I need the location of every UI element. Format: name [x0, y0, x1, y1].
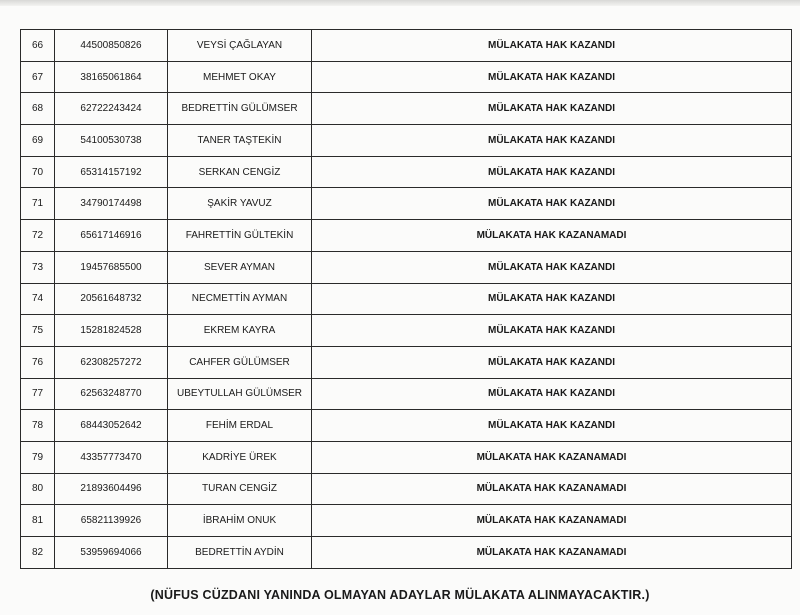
- row-number-cell: 66: [21, 30, 55, 62]
- table-row: [21, 125, 792, 157]
- id-number-cell: 21893604496: [55, 473, 168, 505]
- id-number-cell: 65821139926: [55, 505, 168, 537]
- full-name-cell: SERKAN CENGİZ: [168, 156, 312, 188]
- id-number-cell: 53959694066: [55, 537, 168, 569]
- id-number-cell: 62308257272: [55, 346, 168, 378]
- table-row: [21, 410, 792, 442]
- row-number-cell: 73: [21, 251, 55, 283]
- result-cell: MÜLAKATA HAK KAZANDI: [312, 125, 792, 157]
- row-number-cell: 80: [21, 473, 55, 505]
- table-row: [21, 61, 792, 93]
- result-cell: MÜLAKATA HAK KAZANAMADI: [312, 473, 792, 505]
- result-cell: MÜLAKATA HAK KAZANAMADI: [312, 537, 792, 569]
- result-cell: MÜLAKATA HAK KAZANDI: [312, 315, 792, 347]
- results-table-body: [21, 30, 792, 569]
- id-number-cell: 43357773470: [55, 441, 168, 473]
- table-row: [21, 251, 792, 283]
- row-number-cell: 77: [21, 378, 55, 410]
- full-name-cell: FEHİM ERDAL: [168, 410, 312, 442]
- row-number-cell: 68: [21, 93, 55, 125]
- result-cell: MÜLAKATA HAK KAZANDI: [312, 283, 792, 315]
- id-number-cell: 19457685500: [55, 251, 168, 283]
- row-number-cell: 71: [21, 188, 55, 220]
- row-number-cell: 79: [21, 441, 55, 473]
- full-name-cell: BEDRETTİN AYDİN: [168, 537, 312, 569]
- result-cell: MÜLAKATA HAK KAZANAMADI: [312, 441, 792, 473]
- full-name-cell: SEVER AYMAN: [168, 251, 312, 283]
- id-number-cell: 54100530738: [55, 125, 168, 157]
- footer-note: (NÜFUS CÜZDANI YANINDA OLMAYAN ADAYLAR MÜLAKATA ALINMAYACAKTIR.): [150, 588, 650, 602]
- table-row: [21, 156, 792, 188]
- full-name-cell: TANER TAŞTEKİN: [168, 125, 312, 157]
- table-row: [21, 220, 792, 252]
- id-number-cell: 62563248770: [55, 378, 168, 410]
- table-row: [21, 188, 792, 220]
- table-row: [21, 537, 792, 569]
- table-row: [21, 473, 792, 505]
- id-number-cell: 44500850826: [55, 30, 168, 62]
- result-cell: MÜLAKATA HAK KAZANDI: [312, 93, 792, 125]
- table-row: [21, 93, 792, 125]
- id-number-cell: 65314157192: [55, 156, 168, 188]
- full-name-cell: UBEYTULLAH GÜLÜMSER: [168, 378, 312, 410]
- id-number-cell: 38165061864: [55, 61, 168, 93]
- row-number-cell: 75: [21, 315, 55, 347]
- row-number-cell: 76: [21, 346, 55, 378]
- table-row: [21, 346, 792, 378]
- result-cell: MÜLAKATA HAK KAZANDI: [312, 188, 792, 220]
- row-number-cell: 70: [21, 156, 55, 188]
- row-number-cell: 72: [21, 220, 55, 252]
- result-cell: MÜLAKATA HAK KAZANAMADI: [312, 220, 792, 252]
- full-name-cell: VEYSİ ÇAĞLAYAN: [168, 30, 312, 62]
- table-row: [21, 283, 792, 315]
- table-row: [21, 505, 792, 537]
- result-cell: MÜLAKATA HAK KAZANDI: [312, 346, 792, 378]
- full-name-cell: NECMETTİN AYMAN: [168, 283, 312, 315]
- result-cell: MÜLAKATA HAK KAZANDI: [312, 61, 792, 93]
- result-cell: MÜLAKATA HAK KAZANDI: [312, 410, 792, 442]
- id-number-cell: 68443052642: [55, 410, 168, 442]
- full-name-cell: TURAN CENGİZ: [168, 473, 312, 505]
- id-number-cell: 62722243424: [55, 93, 168, 125]
- table-row: [21, 30, 792, 62]
- result-cell: MÜLAKATA HAK KAZANAMADI: [312, 505, 792, 537]
- result-cell: MÜLAKATA HAK KAZANDI: [312, 378, 792, 410]
- full-name-cell: BEDRETTİN GÜLÜMSER: [168, 93, 312, 125]
- full-name-cell: KADRİYE ÜREK: [168, 441, 312, 473]
- full-name-cell: İBRAHİM ONUK: [168, 505, 312, 537]
- full-name-cell: EKREM KAYRA: [168, 315, 312, 347]
- row-number-cell: 67: [21, 61, 55, 93]
- id-number-cell: 15281824528: [55, 315, 168, 347]
- id-number-cell: 34790174498: [55, 188, 168, 220]
- results-table: [20, 29, 792, 569]
- row-number-cell: 78: [21, 410, 55, 442]
- row-number-cell: 69: [21, 125, 55, 157]
- row-number-cell: 82: [21, 537, 55, 569]
- table-row: [21, 441, 792, 473]
- full-name-cell: MEHMET OKAY: [168, 61, 312, 93]
- id-number-cell: 20561648732: [55, 283, 168, 315]
- table-row: [21, 315, 792, 347]
- row-number-cell: 81: [21, 505, 55, 537]
- table-row: [21, 378, 792, 410]
- row-number-cell: 74: [21, 283, 55, 315]
- result-cell: MÜLAKATA HAK KAZANDI: [312, 30, 792, 62]
- result-cell: MÜLAKATA HAK KAZANDI: [312, 156, 792, 188]
- id-number-cell: 65617146916: [55, 220, 168, 252]
- full-name-cell: CAHFER GÜLÜMSER: [168, 346, 312, 378]
- full-name-cell: FAHRETTİN GÜLTEKİN: [168, 220, 312, 252]
- full-name-cell: ŞAKİR YAVUZ: [168, 188, 312, 220]
- page-top-edge: [0, 0, 800, 6]
- result-cell: MÜLAKATA HAK KAZANDI: [312, 251, 792, 283]
